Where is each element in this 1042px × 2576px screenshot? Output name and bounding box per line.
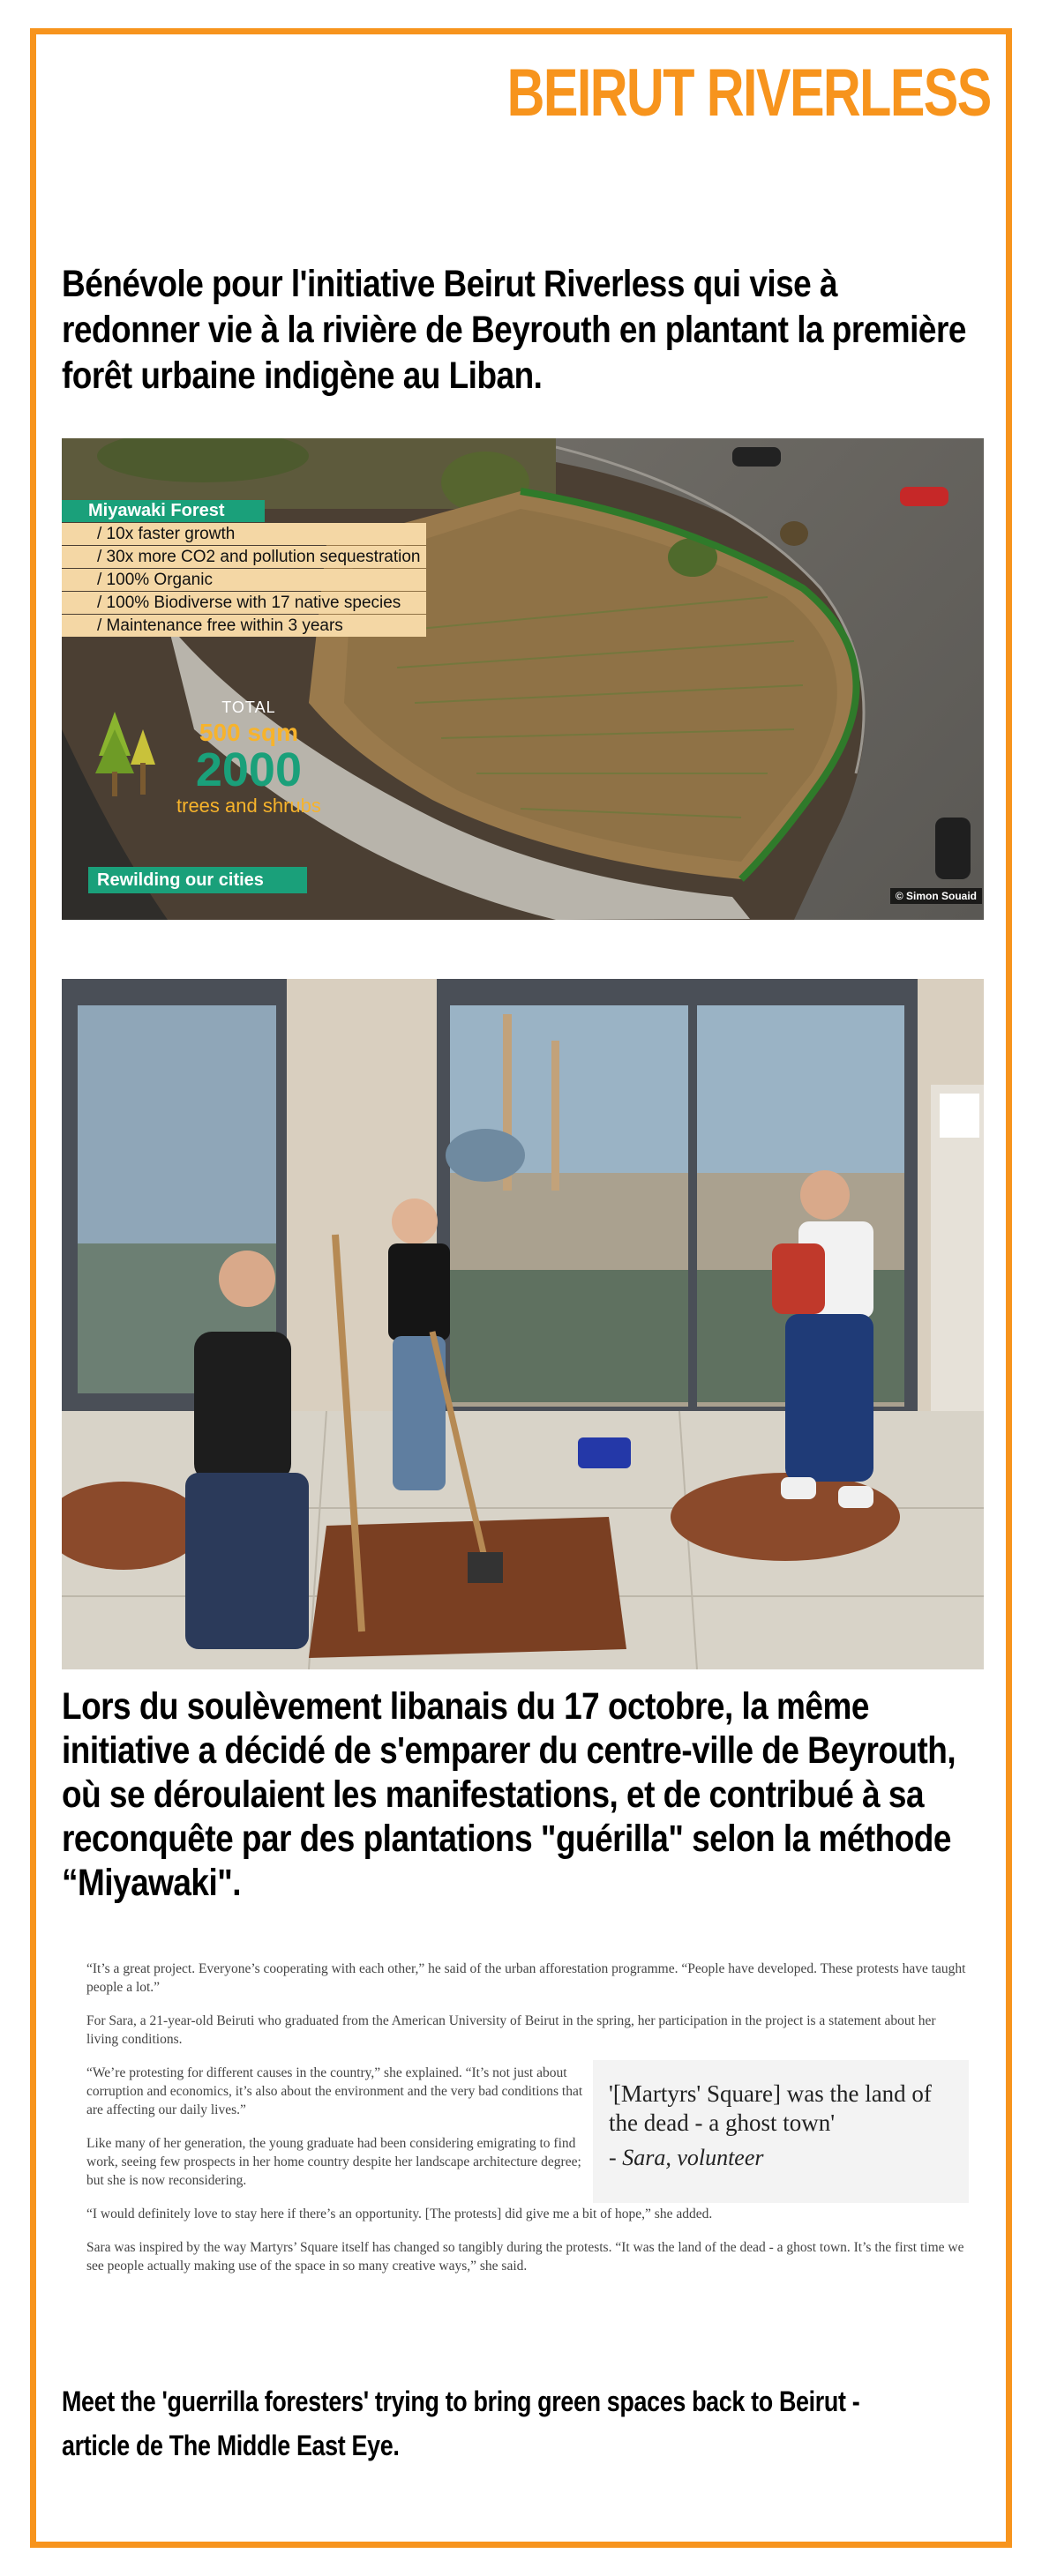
article-paragraph: For Sara, a 21-year-old Beiruti who graduated from the American University of Beirut in the spring, her participation in the project is a statement about her living conditions. [86, 2013, 936, 2047]
source-line: Meet the 'guerrilla foresters' trying to bring green spaces back to Beirut - [62, 2386, 860, 2417]
planting-scene-illustration [62, 979, 984, 1669]
pull-quote-text: '[Martyrs' Square] was the land of the dead - a ghost town' [609, 2080, 932, 2136]
uprising-paragraph: Lors du soulèvement libanais du 17 octobre, la même initiative a décidé de s'emparer du centre-ville de Beyrouth, où se déroulaient les manifestations, et de contribué à sa reconquête par des plantations "guérilla" selon la méthode “Miyawaki". [62, 1685, 956, 1904]
article-paragraph: Like many of her generation, the young graduate had been considering emigrating to find work, seeing few prospects in her home country despite her landscape architecture degree; but she is now reconsidering. [86, 2136, 581, 2188]
article-paragraph: Sara was inspired by the way Martyrs’ Square itself has changed so tangibly during the protests. “It was the land of the dead - a ghost town. It’s the first time we see people actually making use of the space in so many creative ways,” she said. [86, 2240, 964, 2274]
guerrilla-planting-photo [62, 979, 984, 1669]
tree-icon [88, 703, 168, 800]
article-source [62, 2379, 951, 2468]
article-with-quote [86, 2064, 969, 2205]
total-stats [176, 698, 321, 818]
benefit-item: / 100% Organic [62, 569, 426, 591]
intro-text: Bénévole pour l'initiative Beirut Riverless qui vise à redonner vie à la rivière de Beyrouth en plantant la première forêt urbaine indigène au Liban. [62, 263, 966, 397]
benefit-item: / 30x more CO2 and pollution sequestration [62, 546, 426, 568]
tree-count: 2000 [195, 743, 302, 796]
benefits-list [62, 523, 426, 638]
pull-quote-author: - Sara, volunteer [609, 2145, 764, 2170]
benefit-item: / 100% Biodiverse with 17 native species [62, 592, 426, 614]
tree-count-label: trees and shrubs [176, 795, 321, 817]
photo-credit: © Simon Souaid [890, 888, 982, 904]
page-title: BEIRUT RIVERLESS [506, 56, 991, 131]
benefit-item: / Maintenance free within 3 years [62, 615, 426, 637]
total-label: TOTAL [221, 698, 276, 716]
article-paragraph: “It’s a great project. Everyone’s cooperating with each other,” he said of the urban afforestation programme. “People have developed. These protests have taught people a lot.” [86, 1961, 966, 1995]
total-area: 500 sqm [199, 719, 298, 746]
article-paragraph: “I would definitely love to stay here if there’s an opportunity. [The protests] did give me a bit of hope,” she added. [86, 2206, 713, 2221]
slogan-banner: Rewilding our cities [88, 867, 307, 893]
article-left-column [86, 2064, 593, 2205]
pull-quote [593, 2060, 969, 2203]
benefit-item: / 10x faster growth [62, 523, 426, 545]
miyawaki-box-title: Miyawaki Forest [62, 500, 265, 522]
article-excerpt [86, 1960, 969, 2290]
miyawaki-forest-photo [62, 438, 984, 920]
source-line: article de The Middle East Eye. [62, 2430, 400, 2461]
article-paragraph: “We’re protesting for different causes in the country,” she explained. “It’s not just about corruption and economics, it’s also about the environment and the very bad conditions that are affecting our daily lives.” [86, 2065, 583, 2117]
